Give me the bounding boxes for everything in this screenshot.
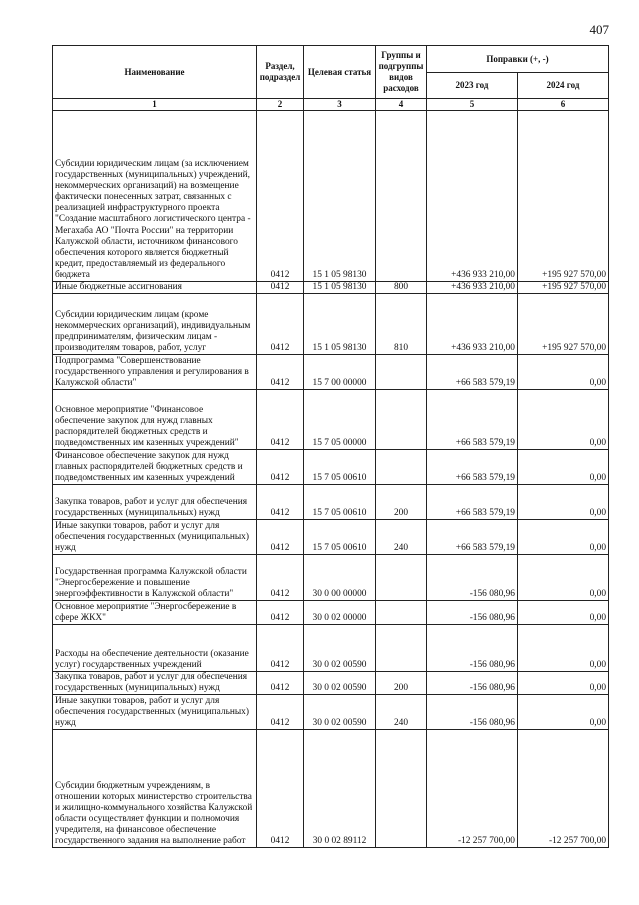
table-row (53, 450, 609, 485)
row-target: 15 7 05 00000 (304, 390, 376, 450)
row-group: 240 (376, 695, 427, 730)
row-group (376, 355, 427, 390)
row-section: 0412 (257, 730, 304, 848)
row-target: 15 7 05 00610 (304, 485, 376, 520)
header-target: Целевая статья (304, 46, 376, 99)
column-number: 2 (257, 99, 304, 111)
row-amount-2024: 0,00 (518, 450, 609, 485)
row-group: 200 (376, 672, 427, 695)
row-group: 200 (376, 485, 427, 520)
column-number: 6 (518, 99, 609, 111)
table-row (53, 111, 609, 282)
row-amount-2023: -156 080,96 (427, 601, 518, 625)
table-row (53, 625, 609, 672)
row-amount-2024: -12 257 700,00 (518, 730, 609, 848)
row-target: 15 7 05 00610 (304, 520, 376, 555)
column-number: 4 (376, 99, 427, 111)
row-name: Основное мероприятие "Энергосбережение в сфере ЖКХ" (53, 601, 257, 625)
table-row (53, 485, 609, 520)
row-amount-2023: +66 583 579,19 (427, 450, 518, 485)
row-name: Основное мероприятие "Финансовое обеспечение закупок для нужд главных распорядителей бюджетных средств и подведомственных им казенных учреждений" (53, 390, 257, 450)
row-name: Подпрограмма "Совершенствование государственного управления и регулирования в Калужской области" (53, 355, 257, 390)
row-amount-2024: 0,00 (518, 485, 609, 520)
row-section: 0412 (257, 520, 304, 555)
column-number: 3 (304, 99, 376, 111)
row-amount-2024: 0,00 (518, 355, 609, 390)
row-group: 800 (376, 282, 427, 294)
row-target: 15 7 00 00000 (304, 355, 376, 390)
row-amount-2024: +195 927 570,00 (518, 294, 609, 355)
row-group (376, 450, 427, 485)
row-amount-2023: +436 933 210,00 (427, 282, 518, 294)
row-amount-2023: -12 257 700,00 (427, 730, 518, 848)
row-section: 0412 (257, 390, 304, 450)
row-name: Иные бюджетные ассигнования (53, 282, 257, 294)
row-section: 0412 (257, 111, 304, 282)
page-number: 407 (589, 22, 609, 37)
table-row (53, 601, 609, 625)
table-row (53, 294, 609, 355)
row-amount-2024: 0,00 (518, 601, 609, 625)
row-name: Закупка товаров, работ и услуг для обеспечения государственных (муниципальных) нужд (53, 672, 257, 695)
column-number: 1 (53, 99, 257, 111)
table-row (53, 555, 609, 601)
row-amount-2023: +66 583 579,19 (427, 355, 518, 390)
row-group: 240 (376, 520, 427, 555)
budget-amendments-table (52, 45, 609, 848)
row-target: 30 0 00 00000 (304, 555, 376, 601)
table-row (53, 672, 609, 695)
table-row (53, 282, 609, 294)
table-row (53, 730, 609, 848)
row-name: Субсидии юридическим лицам (за исключением государственных (муниципальных) учреждений, некоммерческих организаций) на возмещение фактически понесенных затрат, связанных с реализацией инфраструктурного проекта "Создание масштабного логистического центра - Мегахаба АО "Почта России" на территории Калужской области, источником финансового обеспечения которого является бюджетный кредит, предоставляемый из федерального бюджета (53, 111, 257, 282)
header-amendments: Поправки (+, -) (427, 46, 609, 73)
row-group (376, 111, 427, 282)
row-name: Субсидии юридическим лицам (кроме некоммерческих организаций), индивидуальным предпринимателям, физическим лицам - производителям товаров, работ, услуг (53, 294, 257, 355)
row-amount-2024: +195 927 570,00 (518, 111, 609, 282)
row-group: 810 (376, 294, 427, 355)
row-target: 30 0 02 00590 (304, 625, 376, 672)
row-target: 30 0 02 00590 (304, 672, 376, 695)
row-amount-2023: -156 080,96 (427, 625, 518, 672)
row-group (376, 730, 427, 848)
row-amount-2024: 0,00 (518, 672, 609, 695)
row-target: 15 1 05 98130 (304, 282, 376, 294)
row-section: 0412 (257, 485, 304, 520)
row-amount-2024: +195 927 570,00 (518, 282, 609, 294)
row-target: 30 0 02 00000 (304, 601, 376, 625)
header-year-2023: 2023 год (427, 73, 518, 99)
row-amount-2023: +66 583 579,19 (427, 520, 518, 555)
row-section: 0412 (257, 294, 304, 355)
row-section: 0412 (257, 601, 304, 625)
row-group (376, 390, 427, 450)
row-name: Иные закупки товаров, работ и услуг для обеспечения государственных (муниципальных) нужд (53, 520, 257, 555)
row-amount-2023: -156 080,96 (427, 555, 518, 601)
column-number: 5 (427, 99, 518, 111)
row-amount-2024: 0,00 (518, 390, 609, 450)
row-name: Государственная программа Калужской области "Энергосбережение и повышение энергоэффективности в Калужской области" (53, 555, 257, 601)
row-amount-2023: +66 583 579,19 (427, 390, 518, 450)
row-amount-2023: -156 080,96 (427, 695, 518, 730)
row-group (376, 625, 427, 672)
header-section: Раздел, подраздел (257, 46, 304, 99)
row-amount-2024: 0,00 (518, 520, 609, 555)
header-group: Группы и подгруппы видов расходов (376, 46, 427, 99)
row-section: 0412 (257, 355, 304, 390)
row-section: 0412 (257, 450, 304, 485)
row-amount-2024: 0,00 (518, 625, 609, 672)
row-section: 0412 (257, 282, 304, 294)
header-year-2024: 2024 год (518, 73, 609, 99)
row-amount-2023: +436 933 210,00 (427, 111, 518, 282)
row-name: Финансовое обеспечение закупок для нужд главных распорядителей бюджетных средств и подведомственных им казенных учреждений (53, 450, 257, 485)
header-name: Наименование (53, 46, 257, 99)
row-amount-2023: -156 080,96 (427, 672, 518, 695)
table-row (53, 520, 609, 555)
row-amount-2023: +66 583 579,19 (427, 485, 518, 520)
row-section: 0412 (257, 672, 304, 695)
row-amount-2024: 0,00 (518, 695, 609, 730)
row-target: 15 1 05 98130 (304, 111, 376, 282)
row-section: 0412 (257, 625, 304, 672)
table-row (53, 390, 609, 450)
row-name: Иные закупки товаров, работ и услуг для обеспечения государственных (муниципальных) нужд (53, 695, 257, 730)
row-amount-2023: +436 933 210,00 (427, 294, 518, 355)
row-target: 30 0 02 89112 (304, 730, 376, 848)
row-amount-2024: 0,00 (518, 555, 609, 601)
row-target: 15 1 05 98130 (304, 294, 376, 355)
row-name: Субсидии бюджетным учреждениям, в отношении которых министерство строительства и жилищно-коммунального хозяйства Калужской области осуществляет функции и полномочия учредителя, на финансовое обеспечение государственного задания на выполнение работ (53, 730, 257, 848)
row-name: Расходы на обеспечение деятельности (оказание услуг) государственных учреждений (53, 625, 257, 672)
row-name: Закупка товаров, работ и услуг для обеспечения государственных (муниципальных) нужд (53, 485, 257, 520)
row-section: 0412 (257, 555, 304, 601)
row-group (376, 601, 427, 625)
table-row (53, 695, 609, 730)
table-row (53, 355, 609, 390)
row-target: 30 0 02 00590 (304, 695, 376, 730)
row-section: 0412 (257, 695, 304, 730)
row-group (376, 555, 427, 601)
row-target: 15 7 05 00610 (304, 450, 376, 485)
